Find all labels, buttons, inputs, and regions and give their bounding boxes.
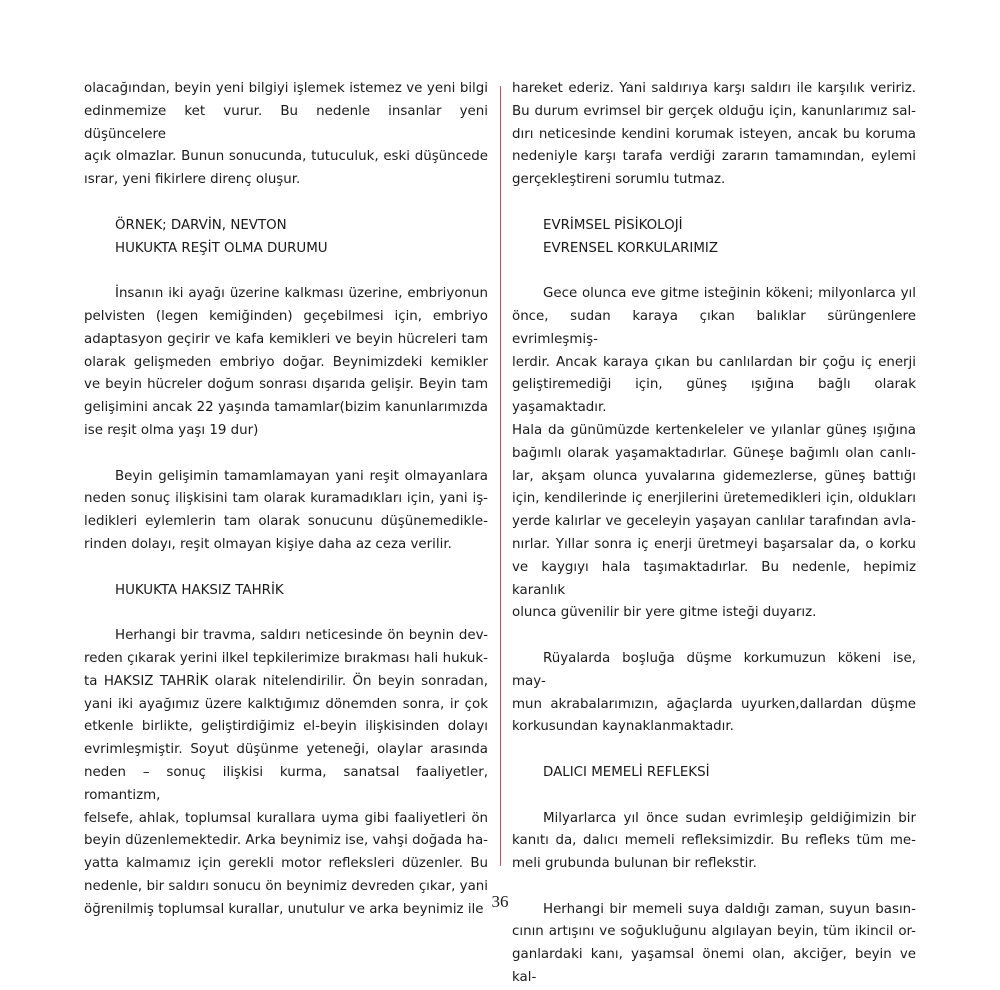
- body-text-line: korkusundan kaynaklanmaktadır.: [512, 719, 734, 735]
- body-text-line: önce, sudan karaya çıkan balıklar sürüngenlere evrimleşmiş-: [512, 308, 916, 347]
- body-text-line: Herhangi bir memeli suya daldığı zaman, suyun basın-: [543, 901, 916, 917]
- body-text-line: geliştiremediği için, güneş ışığına bağlı olarak yaşamaktadır.: [512, 377, 916, 416]
- body-text-line: gelişimini ancak 22 yaşında tamamlar(bizim kanunlarımızda: [84, 400, 488, 416]
- body-text-line: dırı neticesinde kendini korumak isteyen, ancak bu koruma: [512, 126, 916, 142]
- body-text-line: lar, akşam olunca yuvalarına gidemezlerse, güneş battığı: [512, 468, 916, 484]
- body-text-line: yani iki ayağımız üzere kalktığımız dönemden sonra, ir çok: [84, 696, 488, 712]
- paragraph-gap: [512, 739, 916, 762]
- body-text-line: nedenle, bir saldırı sonucu ön beynimiz devreden çıkar, yani: [84, 878, 488, 894]
- body-text-line: Herhangi bir travma, saldırı neticesinde ön beynin dev-: [115, 628, 488, 644]
- body-text-line: için, kendilerinde iç enerjilerini üretemedikleri için, oldukları: [512, 491, 916, 507]
- body-text-line: olacağından, beyin yeni bilgiyi işlemek istemez ve yeni bilgi: [84, 81, 488, 96]
- section-heading-line: EVRENSEL KORKULARIMIZ: [543, 240, 719, 256]
- body-text-line: bağımlı olarak yaşamaktadırlar. Güneşe bağımlı olan canlı-: [512, 445, 916, 461]
- body-text-line: Beyin gelişimin tamamlamayan yani reşit olmayanlara: [115, 468, 488, 484]
- body-text-line: Gece olunca eve gitme isteğinin kökeni; milyonlarca yıl: [543, 286, 916, 302]
- body-text-line: felsefe, ahlak, toplumsal kurallara uyma gibi faaliyetleri ön: [84, 810, 488, 826]
- body-text-line: açık olmazlar. Bunun sonucunda, tutuculuk, eski düşüncede: [84, 149, 488, 165]
- body-text-line: hareket ederiz. Yani saldırıya karşı saldırı ile karşılık veririz.: [512, 81, 916, 96]
- paragraph-gap: [512, 192, 916, 215]
- body-text-line: neden – sonuç ilişkisi kurma, sanatsal faaliyetler, romantizm,: [84, 764, 488, 803]
- body-text-line: adaptasyon geçirir ve kafa kemikleri ve beyin hücreleri tam: [84, 331, 488, 347]
- section-heading-line: DALICI MEMELİ REFLEKSİ: [543, 764, 710, 780]
- paragraph-gap: [84, 443, 488, 466]
- body-text-line: lerdir. Ancak karaya çıkan bu canlılardan bir çoğu iç enerji: [512, 354, 916, 370]
- body-text-line: etkenle birlikte, geliştirdiğimiz el-beyin ilişkisinden dolayı: [84, 719, 488, 735]
- paragraph-gap: [84, 260, 488, 283]
- left-text-column: [84, 78, 488, 921]
- section-heading-line: HUKUKTA REŞİT OLMA DURUMU: [115, 240, 328, 256]
- body-text-line: ganlardaki kanı, yaşamsal önemi olan, akciğer, beyin ve kal-: [512, 947, 916, 986]
- body-text-line: evrimleşmiştir. Soyut düşünme yeteneği, olaylar arasında: [84, 742, 488, 758]
- paragraph-gap: [512, 625, 916, 648]
- body-text-line: ısrar, yeni fikirlere direnç oluşur.: [84, 172, 301, 188]
- body-text-line: beyin düzenlemektedir. Arka beynimiz ise, vahşi doğada ha-: [84, 833, 488, 849]
- body-text-line: pelvisten (legen kemiğinden) geçebilmesi için, embriyo: [84, 308, 488, 324]
- paragraph-gap: [512, 260, 916, 283]
- body-text-line: yatta kalmamız için gerekli motor refleksleri düzenler. Bu: [84, 856, 488, 872]
- page-number: 36: [491, 892, 509, 911]
- body-text-line: ise reşit olma yaşı 19 dur): [84, 422, 259, 438]
- paragraph-gap: [84, 557, 488, 580]
- body-text-line: edinmemize ket vurur. Bu nedenle insanlar yeni düşüncelere: [84, 103, 488, 142]
- body-text-line: olunca güvenilir bir yere gitme isteği duyarız.: [512, 605, 817, 621]
- body-text-line: nedeniyle karşı tarafa verdiği zararın tamamından, eylemi: [512, 149, 916, 165]
- body-text-line: ve kaygıyı hala taşımaktadırlar. Bu nedenle, hepimiz karanlık: [512, 559, 916, 598]
- body-text-line: Rüyalarda boşluğa düşme korkumuzun kökeni ise, may-: [512, 650, 916, 689]
- body-text-line: cının artışını ve soğukluğunu algılayan beyin, tüm ikincil or-: [512, 924, 916, 940]
- section-heading-line: ÖRNEK; DARVİN, NEVTON: [115, 217, 287, 233]
- body-text-line: rinden dolayı, reşit olmayan kişiye daha az ceza verilir.: [84, 536, 452, 552]
- right-text-column: [512, 78, 916, 990]
- body-text-line: ledikleri eylemlerin tam olarak sonucunu düşünemedikle-: [84, 514, 488, 530]
- paragraph-gap: [84, 192, 488, 215]
- body-text-line: öğrenilmiş toplumsal kurallar, unutulur ve arka beynimiz ile: [84, 901, 484, 917]
- body-text-line: Hala da günümüzde kertenkeleler ve yılanlar güneş ışığına: [512, 422, 916, 438]
- paragraph-gap: [512, 785, 916, 808]
- body-text-line: Milyarlarca yıl önce sudan evrimleşip geldiğimizin bir: [543, 810, 916, 826]
- paragraph-gap: [84, 602, 488, 625]
- body-text-line: ta HAKSIZ TAHRİK olarak nitelendirilir. Ön beyin sonradan,: [84, 673, 488, 689]
- column-divider: [500, 86, 501, 866]
- body-text-line: Bu durum evrimsel bir gerçek olduğu için, kanunlarımız sal-: [512, 103, 916, 119]
- body-text-line: İnsanın iki ayağı üzerine kalkması üzerine, embriyonun: [115, 286, 488, 302]
- body-text-line: reden çıkarak yerini ilkel tepkilerimize bırakması hali hukuk-: [84, 650, 488, 666]
- body-text-line: gerçekleştireni sorumlu tutmaz.: [512, 172, 726, 188]
- body-text-line: neden sonuç ilişkisini tam olarak kuramadıkları için, yani iş-: [84, 491, 488, 507]
- body-text-line: nırlar. Yıllar sonra iç enerji üretmeyi başarsalar da, o korku: [512, 536, 916, 552]
- section-heading-line: HUKUKTA HAKSIZ TAHRİK: [115, 582, 284, 598]
- body-text-line: olarak gelişmeden embriyo doğar. Beynimizdeki kemikler: [84, 354, 488, 370]
- body-text-line: mun akrabalarımızın, ağaçlarda uyurken,dallardan düşme: [512, 696, 916, 712]
- body-text-line: meli grubunda bulunan bir reflekstir.: [512, 856, 757, 872]
- body-text-line: ve beyin hücreler doğum sonrası dışarıda gelişir. Beyin tam: [84, 377, 488, 393]
- section-heading-line: EVRİMSEL PİSİKOLOJİ: [543, 217, 683, 233]
- body-text-line: kanıtı da, dalıcı memeli refleksimizdir. Bu refleks tüm me-: [512, 833, 916, 849]
- body-text-line: yerde kalırlar ve geceleyin yaşayan canlılar tarafından avla-: [512, 514, 916, 530]
